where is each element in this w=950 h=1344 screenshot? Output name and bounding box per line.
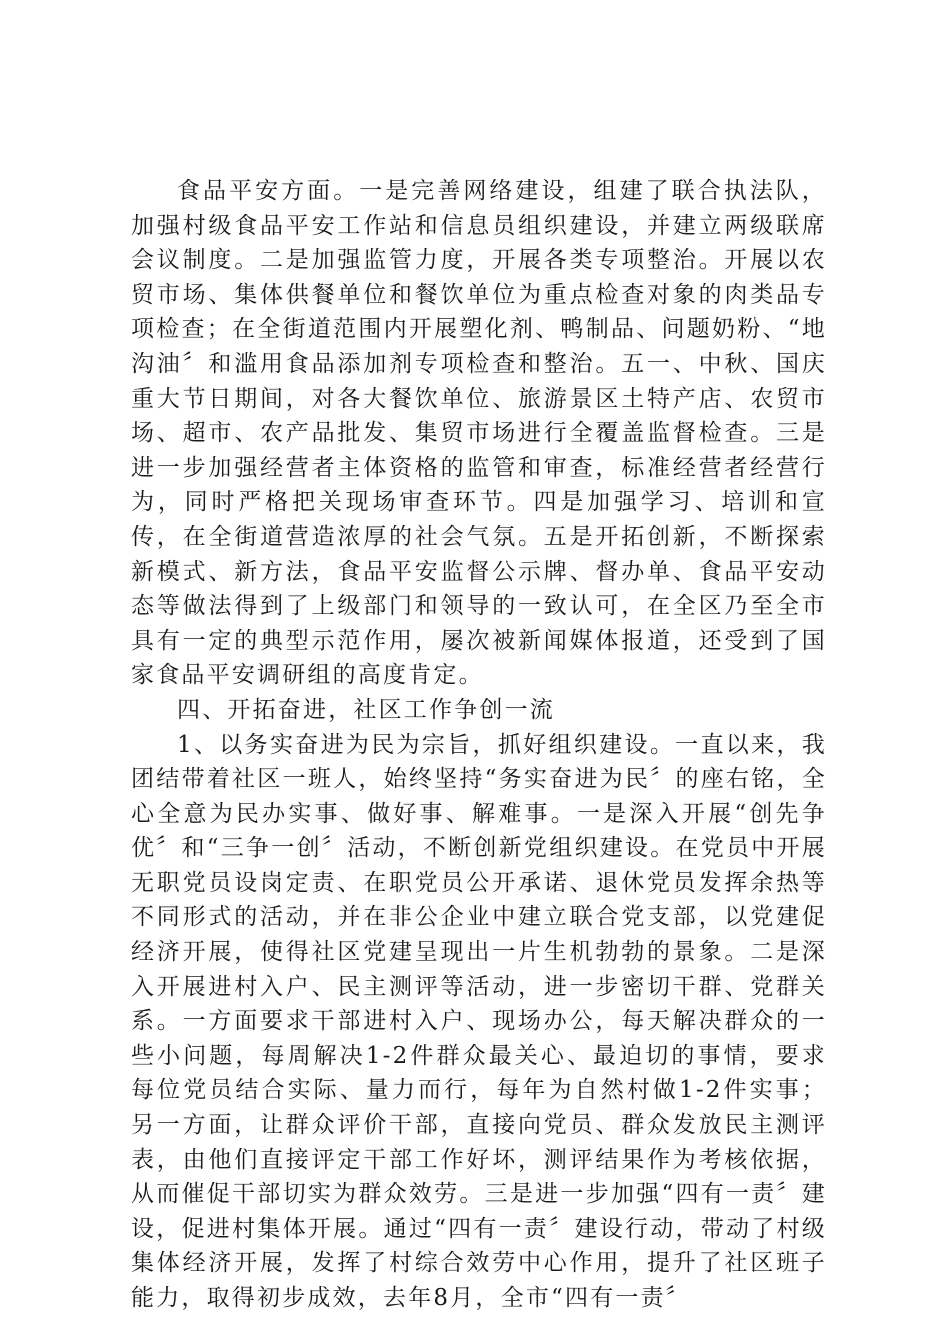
section-heading: 四、开拓奋进，社区工作争创一流 [177, 696, 555, 723]
paragraph-food-safety: 食品平安方面。一是完善网络建设，组建了联合执法队，加强村级食品平安工作站和信息员组织建设，并建立两级联席会议制度。二是加强监管力度，开展各类专项整治。开展以农贸市场、集体供餐单位和餐饮单位为重点检查对象的肉类品专项检查；在全街道范围内开展塑化剂、鸭制品、问题奶粉、“地沟油〞和滥用食品添加剂专项检查和整治。五一、中秋、国庆重大节日期间，对各大餐饮单位、旅游景区土特产店、农贸市场、超市、农产品批发、集贸市场进行全覆盖监督检查。三是进一步加强经营者主体资格的监管和审查，标准经营者经营行为，同时严格把关现场审查环节。四是加强学习、培训和宣传，在全街道营造浓厚的社会气氛。五是开拓创新，不断探索新模式、新方法，食品平安监督公示牌、督办单、食品平安动态等做法得到了上级部门和领导的一致认可，在全区乃至全市具有一定的典型示范作用，屡次被新闻媒体报道，还受到了国家食品平安调研组的高度肯定。 [131, 178, 827, 689]
document-body [131, 174, 827, 1316]
paragraph-organization-building: 1、以务实奋进为民为宗旨，抓好组织建设。一直以来，我团结带着社区一班人，始终坚持“务实奋进为民〞的座右铭，全心全意为民办实事、做好事、解难事。一是深入开展“创先争优〞和“三争一创〞活动，不断创新党组织建设。在党员中开展无职党员设岗定责、在职党员公开承诺、退休党员发挥余热等不同形式的活动，并在非公企业中建立联合党支部，以党建促经济开展，使得社区党建呈现出一片生机勃勃的景象。二是深入开展进村入户、民主测评等活动，进一步密切干群、党群关系。一方面要求干部进村入户、现场办公，每天解决群众的一些小问题，每周解决1-2件群众最关心、最迫切的事情，要求每位党员结合实际、量力而行，每年为自然村做1-2件实事；另一方面，让群众评价干部，直接向党员、群众发放民主测评表，由他们直接评定干部工作好坏，测评结果作为考核依据，从而催促干部切实为群众效劳。三是进一步加强“四有一责〞建设，促进村集体开展。通过“四有一责〞建设行动，带动了村级集体经济开展，发挥了村综合效劳中心作用，提升了社区班子能力，取得初步成效，去年8月，全市“四有一责〞 [131, 731, 827, 1311]
